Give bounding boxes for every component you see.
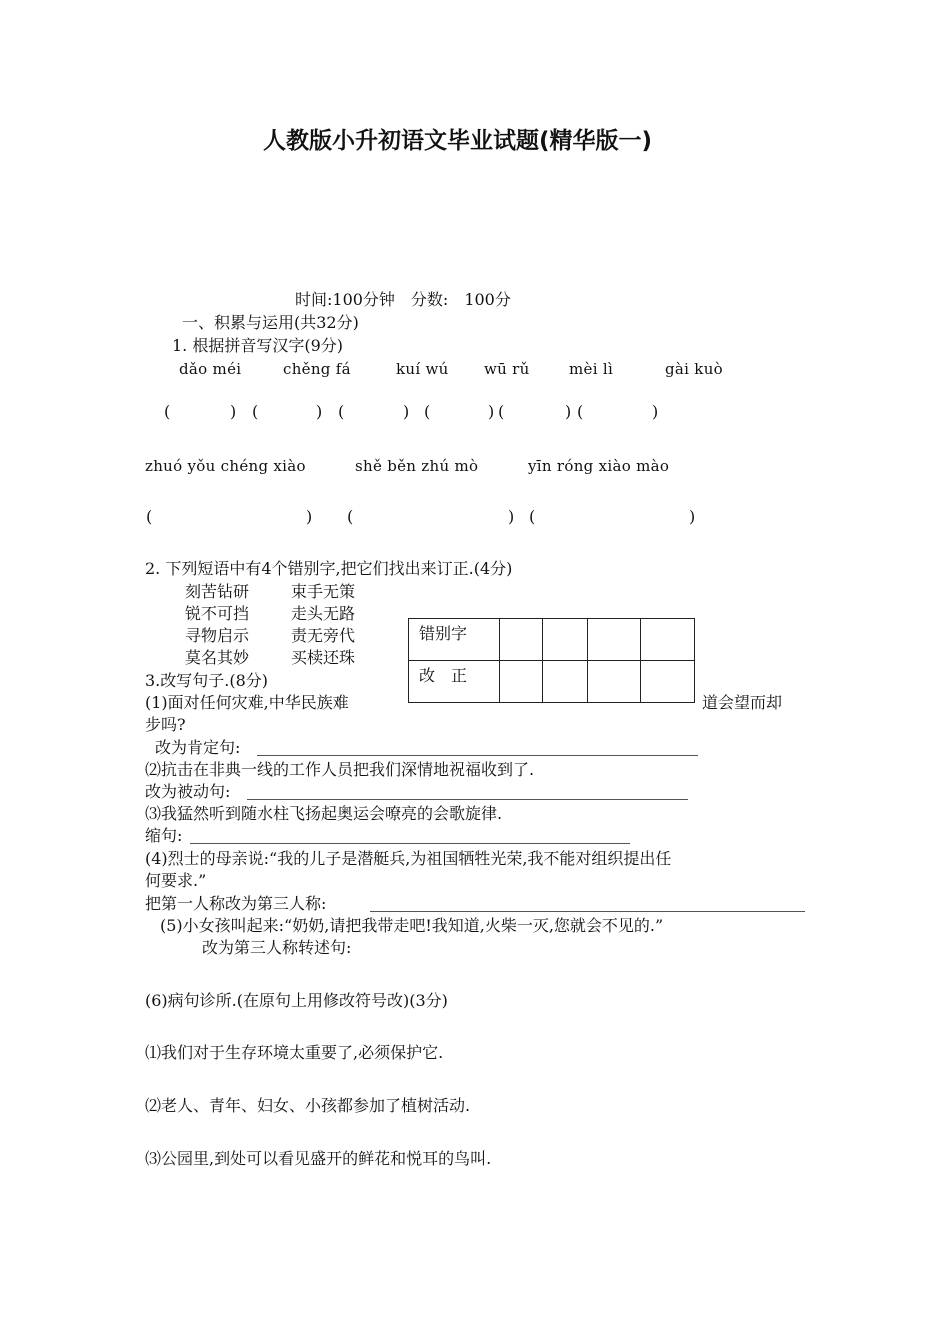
answer-parens[interactable]: )	[488, 402, 495, 421]
pinyin-item: kuí wú	[396, 360, 449, 378]
exam-info: 时间:100分钟 分数: 100分	[295, 290, 511, 309]
answer-cell[interactable]	[588, 661, 641, 703]
sentence-text: 步吗?	[145, 715, 186, 734]
answer-cell[interactable]	[500, 661, 543, 703]
pinyin-item: mèi lì	[569, 360, 614, 378]
sentence-text: 何要求.”	[145, 871, 207, 890]
phrase: 寻物启示	[185, 626, 250, 645]
pinyin-item: zhuó yǒu chéng xiào	[145, 457, 306, 475]
answer-line[interactable]	[257, 755, 698, 756]
rewrite-prompt: 把第一人称改为第三人称:	[145, 894, 327, 913]
pinyin-item: dǎo méi	[179, 360, 242, 378]
pinyin-item: chěng fá	[283, 360, 351, 378]
answer-parens[interactable]: (	[577, 402, 584, 421]
rewrite-prompt: 改为被动句:	[145, 782, 231, 801]
question-2-heading: 2. 下列短语中有4个错别字,把它们找出来订正.(4分)	[145, 559, 513, 578]
pinyin-item: gài kuò	[665, 360, 723, 378]
sick-sentence: ⑵老人、青年、妇女、小孩都参加了植树活动.	[145, 1096, 471, 1115]
answer-parens[interactable]: )	[316, 402, 323, 421]
phrase: 刻苦钻研	[185, 582, 250, 601]
sentence-text: (5)小女孩叫起来:“奶奶,请把我带走吧!我知道,火柴一灭,您就会不见的.”	[160, 916, 664, 935]
sentence-text: ⑵抗击在非典一线的工作人员把我们深情地祝福收到了.	[145, 760, 535, 779]
answer-parens[interactable]: )	[565, 402, 572, 421]
answer-parens[interactable]: )	[652, 402, 659, 421]
answer-parens[interactable]: (	[146, 507, 153, 526]
pinyin-item: shě běn zhú mò	[355, 457, 479, 475]
sentence-text: (1)面对任何灾难,中华民族难	[145, 693, 349, 712]
question-1-heading: 1. 根据拼音写汉字(9分)	[172, 336, 344, 355]
correction-table	[408, 618, 695, 703]
answer-parens[interactable]: )	[306, 507, 313, 526]
page-title: 人教版小升初语文毕业试题(精华版一)	[263, 128, 653, 154]
answer-parens[interactable]: (	[498, 402, 505, 421]
answer-parens[interactable]: (	[347, 507, 354, 526]
answer-cell[interactable]	[543, 661, 588, 703]
answer-cell[interactable]	[543, 619, 588, 661]
sick-sentence: ⑴我们对于生存环境太重要了,必须保护它.	[145, 1043, 444, 1062]
answer-line[interactable]	[247, 799, 688, 800]
answer-parens[interactable]: (	[252, 402, 259, 421]
sentence-text: (4)烈士的母亲说:“我的儿子是潜艇兵,为祖国牺牲光荣,我不能对组织提出任	[145, 849, 672, 868]
sick-sentence: ⑶公园里,到处可以看见盛开的鲜花和悦耳的鸟叫.	[145, 1149, 492, 1168]
sentence-text: ⑶我猛然听到随水柱飞扬起奥运会嘹亮的会歌旋律.	[145, 804, 503, 823]
pinyin-item: wū rǔ	[484, 360, 530, 378]
pinyin-item: yīn róng xiào mào	[528, 457, 670, 475]
question-6-heading: (6)病句诊所.(在原句上用修改符号改)(3分)	[145, 991, 448, 1010]
answer-cell[interactable]	[641, 619, 695, 661]
answer-line[interactable]	[370, 911, 805, 912]
answer-cell[interactable]	[500, 619, 543, 661]
phrase: 锐不可挡	[185, 604, 250, 623]
phrase: 买椟还珠	[291, 648, 356, 667]
answer-parens[interactable]: )	[403, 402, 410, 421]
answer-parens[interactable]: )	[508, 507, 515, 526]
rewrite-prompt: 改为第三人称转述句:	[202, 938, 352, 957]
answer-parens[interactable]: (	[338, 402, 345, 421]
question-3-heading: 3.改写句子.(8分)	[145, 671, 269, 690]
phrase: 束手无策	[291, 582, 356, 601]
section-heading: 一、积累与运用(共32分)	[182, 313, 359, 332]
answer-cell[interactable]	[641, 661, 695, 703]
table-label-fix: 改 正	[409, 661, 500, 703]
phrase: 责无旁代	[291, 626, 356, 645]
table-label-wrong: 错别字	[409, 619, 500, 661]
rewrite-prompt: 缩句:	[145, 826, 183, 845]
phrase: 走头无路	[291, 604, 356, 623]
answer-parens[interactable]: )	[230, 402, 237, 421]
rewrite-prompt: 改为肯定句:	[155, 738, 241, 757]
answer-line[interactable]	[190, 843, 630, 844]
answer-parens[interactable]: )	[689, 507, 696, 526]
sentence-text: 道会望而却	[702, 693, 783, 712]
answer-parens[interactable]: (	[529, 507, 536, 526]
phrase: 莫名其妙	[185, 648, 250, 667]
answer-parens[interactable]: (	[424, 402, 431, 421]
answer-parens[interactable]: (	[164, 402, 171, 421]
answer-cell[interactable]	[588, 619, 641, 661]
